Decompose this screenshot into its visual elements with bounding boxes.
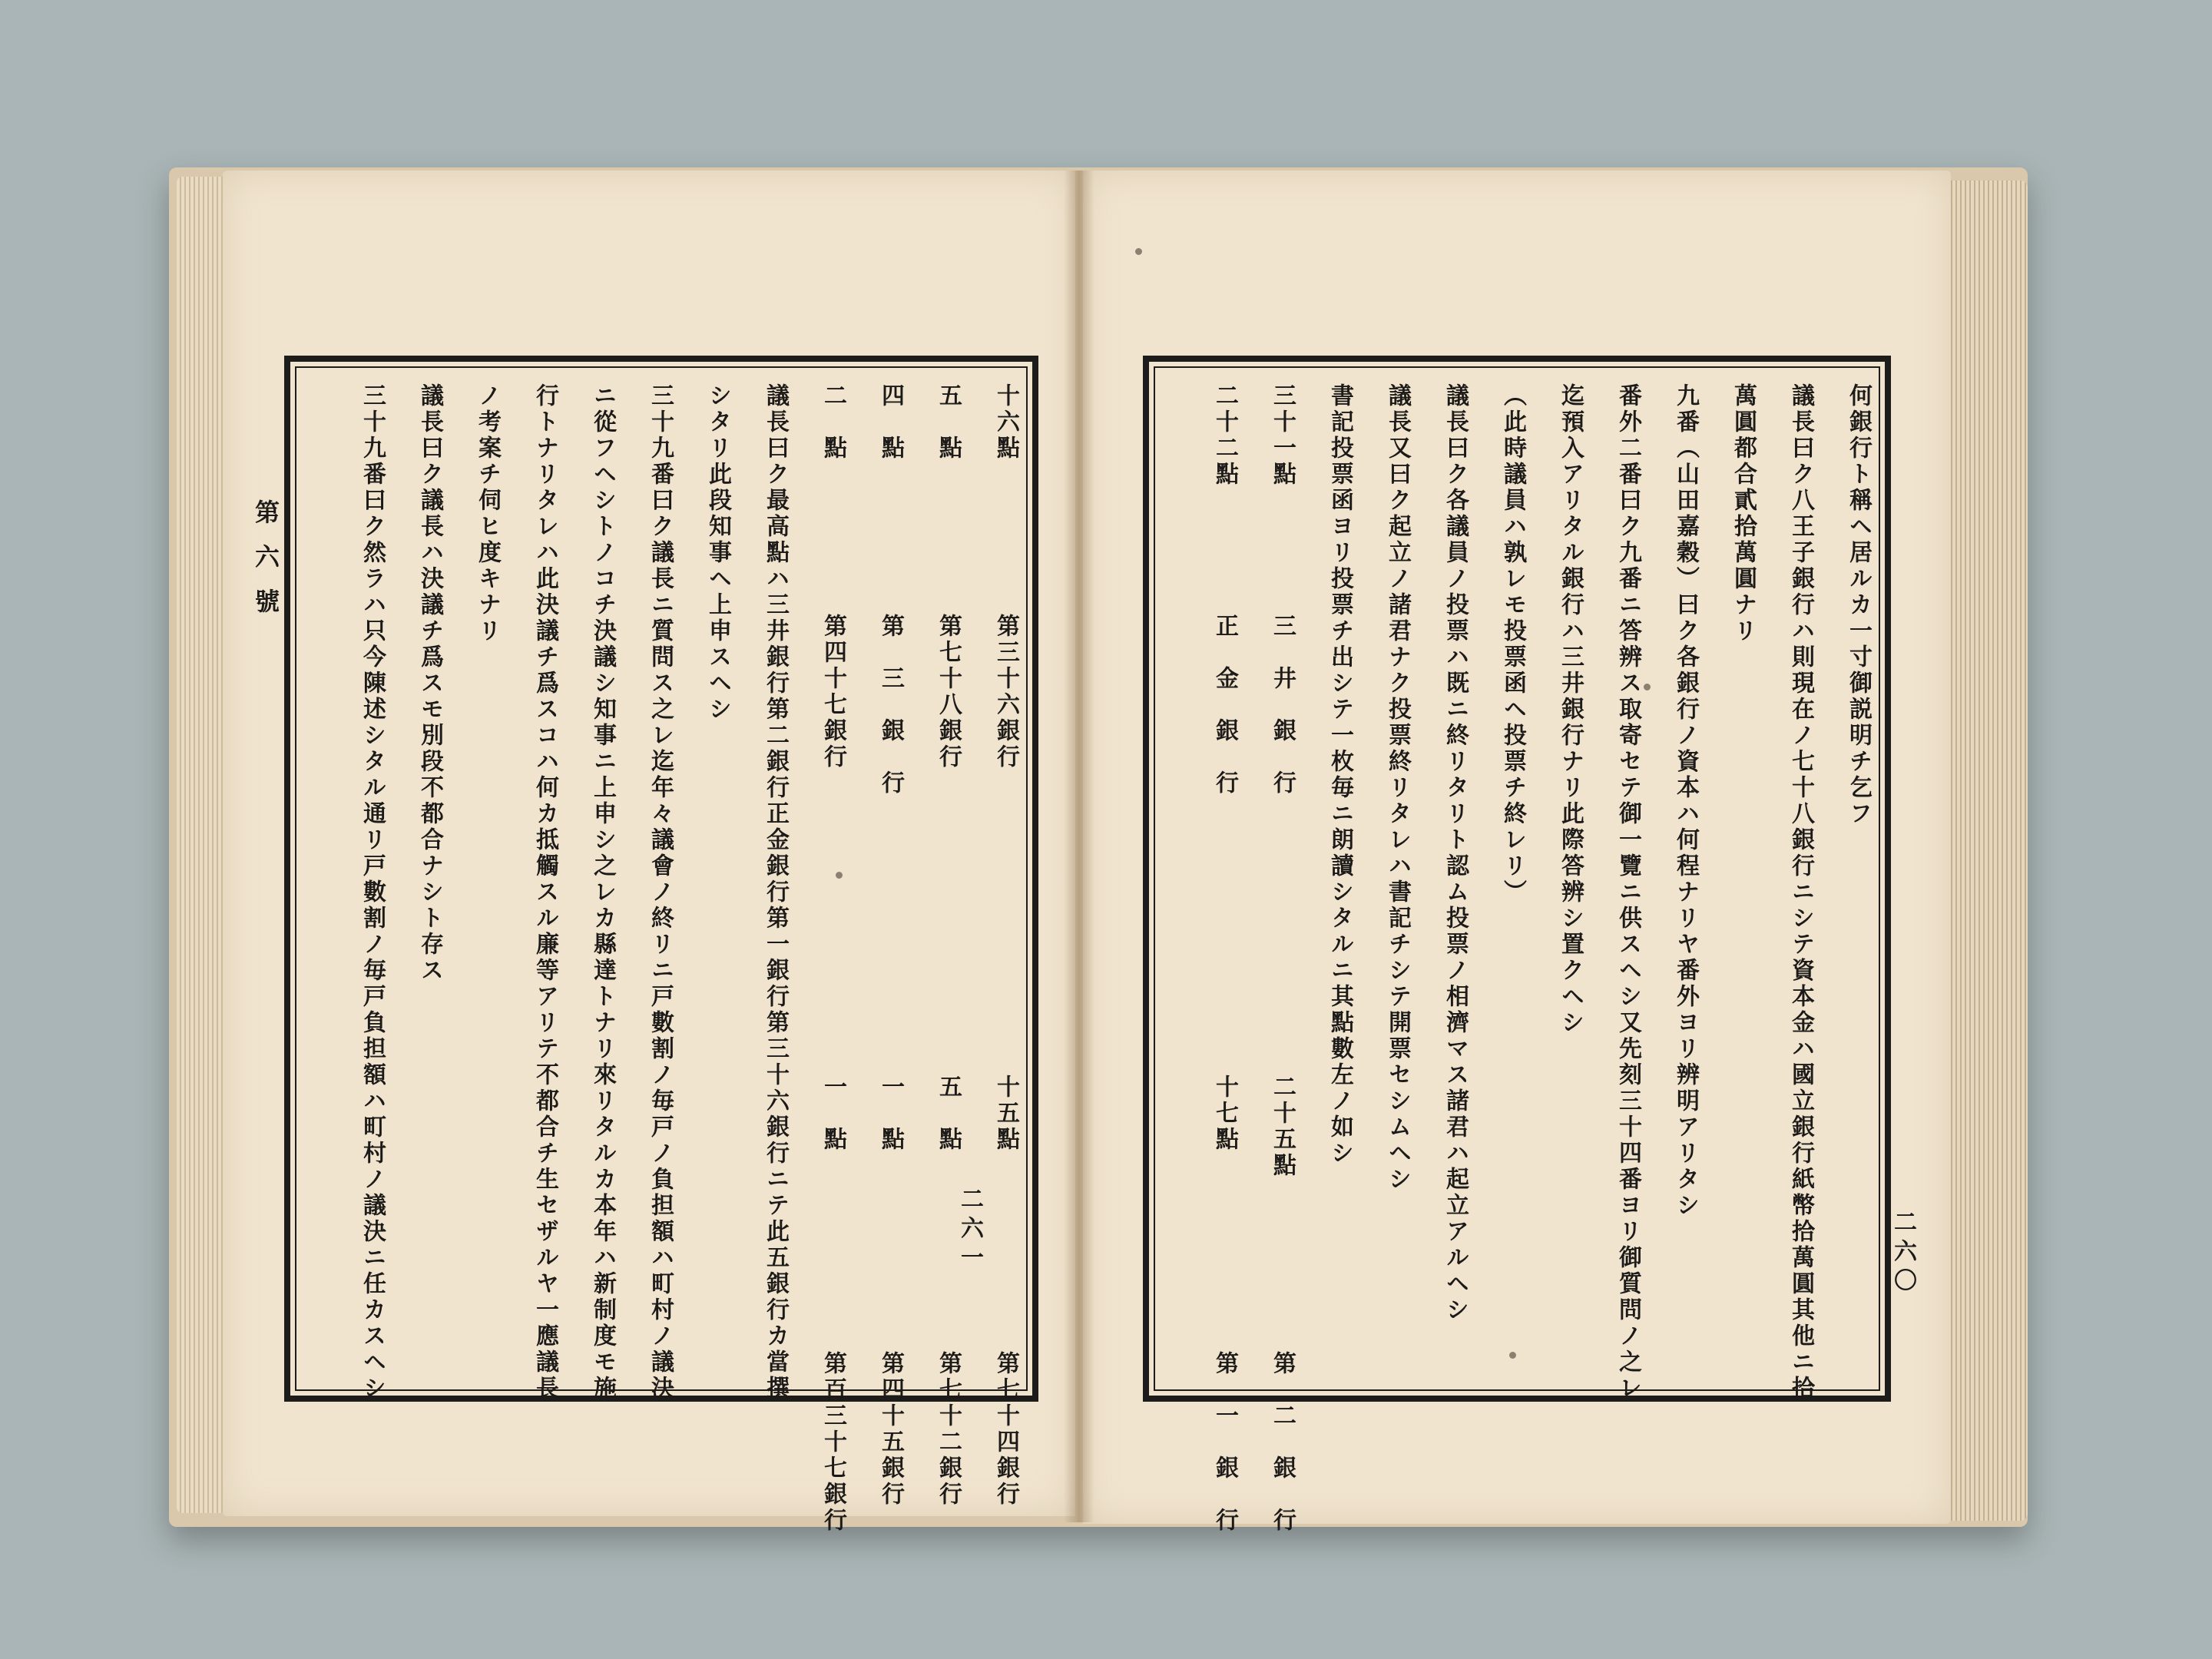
- text-column: [786, 383, 846, 1534]
- table-cell: 第七十二銀行: [935, 1351, 962, 1508]
- table-cell: 第百三十七銀行: [820, 1351, 846, 1534]
- table-cell: 二 點: [820, 383, 846, 462]
- text-column: [902, 383, 962, 1508]
- text-line: 三十九番曰ク議長ニ質問ス之レ迄年々議會ノ終リニ戸數割ノ毎戸ノ負担額ハ町村ノ議決: [647, 383, 674, 1402]
- table-cell: 十五點: [992, 1075, 1019, 1153]
- table-cell: 第 一 銀 行: [1211, 1351, 1238, 1534]
- text-line: 議長曰ク各議員ノ投票ハ既ニ終リタリト認ム投票ノ相濟マス諸君ハ起立アルヘシ: [1442, 383, 1469, 1323]
- text-line: 議長曰ク八王子銀行ハ則現在ノ七十八銀行ニシテ資本金ハ國立銀行紙幣拾萬圓其他ニ拾: [1787, 383, 1814, 1402]
- text-column: [671, 383, 729, 1374]
- table-cell: 第 二 銀 行: [1269, 1351, 1296, 1534]
- table-cell: 一 點: [877, 1075, 904, 1153]
- text-line: 議長曰ク議長ハ決議チ爲スモ別段不都合ナシト存ス: [416, 383, 443, 984]
- text-line: 九番（山田嘉穀）曰ク各銀行ノ資本ハ何程ナリヤ番外ヨリ辨明アリタシ: [1672, 383, 1699, 1219]
- table-cell: 第七十八銀行: [935, 614, 962, 770]
- text-column: [844, 383, 904, 1508]
- text-line: 迄預入アリタル銀行ハ三井銀行ナリ此際答辨シ置クヘシ: [1557, 383, 1584, 1036]
- table-cell: 第 三 銀 行: [877, 614, 904, 796]
- text-column: [1697, 383, 1757, 1374]
- text-column: [326, 383, 386, 1402]
- table-cell: 正 金 銀 行: [1211, 614, 1238, 796]
- paper-speck: [836, 872, 843, 879]
- text-column: [556, 383, 616, 1402]
- text-line: 議長曰ク最高點ハ三井銀行第二銀行正金銀行第一銀行第三十六銀行ニテ此五銀行カ當撰: [762, 383, 789, 1402]
- text-column: [1293, 383, 1351, 1374]
- table-cell: 四 點: [877, 383, 904, 462]
- text-column: [729, 383, 789, 1402]
- text-line: 行トナリタレハ此決議チ爲スコハ何カ抵觸スル廉等アリテ不都合チ生セザルヤ一應議長: [531, 383, 558, 1402]
- text-line: ニ從フヘシトノコチ決議シ知事ニ上申シ之レカ縣達トナリ來リタルカ本年ハ新制度モ施: [589, 383, 616, 1402]
- text-column: [1178, 383, 1238, 1534]
- text-column: [1524, 383, 1584, 1374]
- text-column: [383, 383, 441, 1374]
- text-line: シタリ此段知事ヘ上申スヘシ: [704, 383, 731, 723]
- table-cell: 一 點: [820, 1075, 846, 1153]
- text-line: ノ考案チ伺ヒ度キナリ: [474, 383, 501, 644]
- text-column: [1812, 383, 1872, 1374]
- left-text-frame: [284, 356, 1038, 1534]
- paper-speck: [1509, 1352, 1516, 1359]
- text-line: 書記投票函ヨリ投票チ出シテ一枚毎ニ朗讀シタルニ其點數左ノ如シ: [1326, 383, 1353, 1167]
- table-cell: 第四十五銀行: [877, 1351, 904, 1508]
- table-cell: 三十一點: [1269, 383, 1296, 488]
- text-line: 番外二番曰ク九番ニ答辨ス取寄セテ御一覽ニ供スヘシ又先刻三十四番ヨリ御質問ノ之レ: [1614, 383, 1641, 1402]
- table-cell: 十七點: [1211, 1075, 1238, 1153]
- text-line: 議長又曰ク起立ノ諸君ナク投票終リタレハ書記チシテ開票セシムヘシ: [1384, 383, 1411, 1193]
- paper-speck: [1135, 248, 1142, 255]
- table-cell: 五 點: [935, 383, 962, 462]
- right-text-columns: [1164, 383, 1872, 1534]
- text-column: [1351, 383, 1409, 1374]
- text-line: （此時議員ハ孰レモ投票函ヘ投票チ終レリ）: [1499, 383, 1526, 906]
- right-text-frame: [1143, 356, 1891, 1534]
- paper-speck: [1644, 684, 1651, 690]
- text-line: 何銀行ト稱ヘ居ルカ一寸御説明チ乞フ: [1845, 383, 1872, 827]
- text-column: [441, 383, 501, 1374]
- table-cell: 第三十六銀行: [992, 614, 1019, 770]
- page-edges-right: [1943, 180, 2028, 1521]
- table-cell: 三 井 銀 行: [1269, 614, 1296, 796]
- text-column: [1409, 383, 1469, 1374]
- left-page-number: 二六一: [956, 1187, 983, 1274]
- text-column: [1639, 383, 1697, 1374]
- text-column: [1581, 383, 1641, 1402]
- table-cell: 二十二點: [1211, 383, 1238, 488]
- text-column: [1754, 383, 1814, 1402]
- table-cell: 第四十七銀行: [820, 614, 846, 770]
- table-cell: 十六點: [992, 383, 1019, 462]
- text-line: 萬圓都合貳拾萬圓ナリ: [1730, 383, 1757, 644]
- text-column: [498, 383, 558, 1402]
- left-text-columns: [306, 383, 1019, 1534]
- table-cell: 第七十四銀行: [992, 1351, 1019, 1508]
- text-column: [1466, 383, 1524, 1374]
- table-cell: 五 點: [935, 1075, 962, 1153]
- text-column: [614, 383, 674, 1402]
- text-column: [1236, 383, 1296, 1534]
- table-cell: 二十五點: [1269, 1075, 1296, 1179]
- right-page-number: 二六〇: [1889, 1210, 1916, 1297]
- issue-label: 第六號: [251, 499, 280, 633]
- book-gutter: [1064, 171, 1094, 1522]
- text-line: 三十九番曰ク然ラハ只今陳述シタル通リ戸數割ノ毎戸負担額ハ町村ノ議決ニ任カスヘシ: [359, 383, 386, 1402]
